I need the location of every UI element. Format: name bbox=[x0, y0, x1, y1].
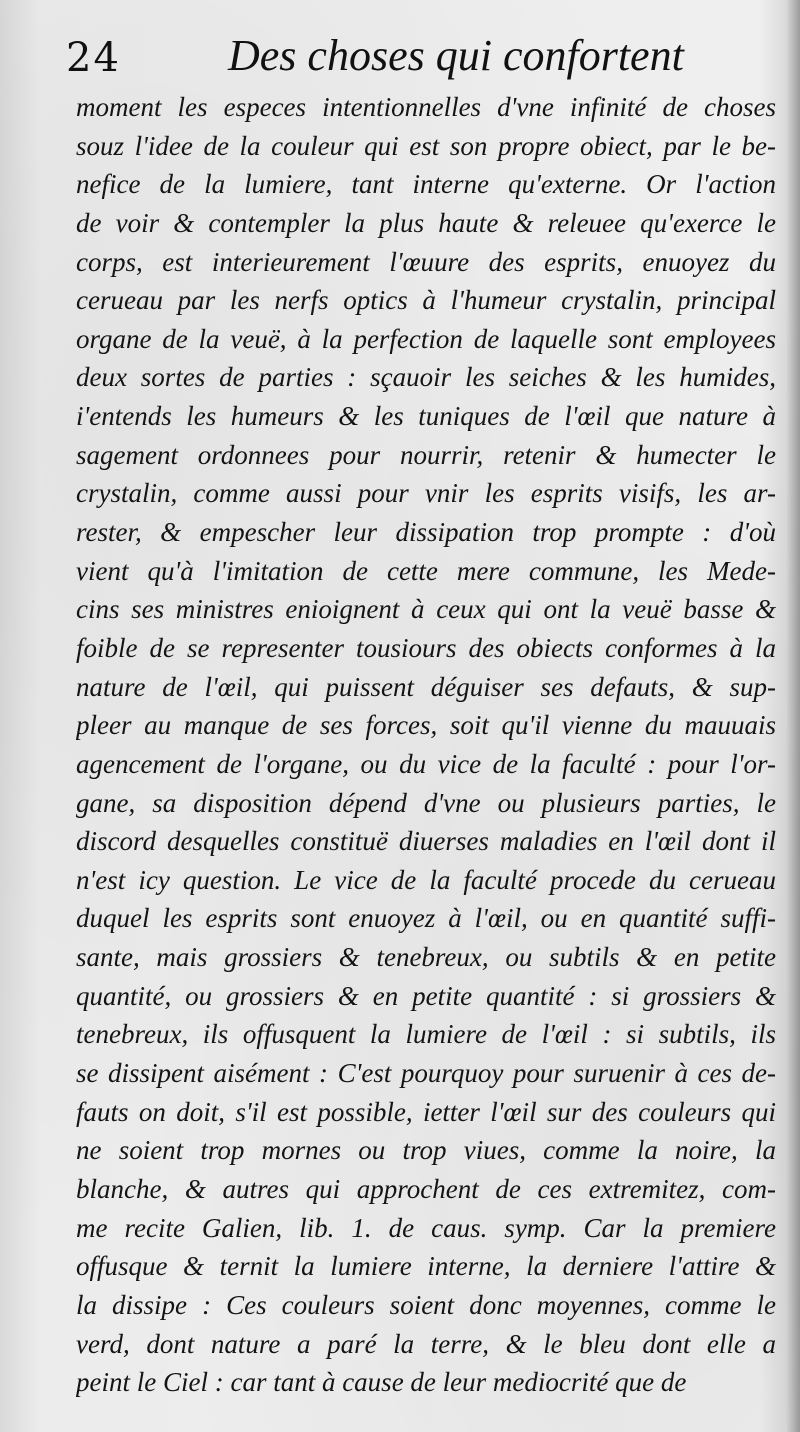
text-line: sante, mais grossiers & tenebreux, ou subtils & en petite bbox=[76, 942, 776, 973]
text-line: pleer au manque de ses forces, soit qu'il vienne du mauuais bbox=[76, 710, 776, 741]
page-number: 24 bbox=[66, 35, 121, 81]
text-line: duquel les esprits sont enuoyez à l'œil, ou en quantité suffi- bbox=[76, 903, 776, 934]
text-line: foible de se representer tousiours des obiects conformes à la bbox=[76, 632, 776, 663]
text-line: cins ses ministres enioignent à ceux qui ont la veuë basse & bbox=[76, 594, 776, 625]
text-line: crystalin, comme aussi pour vnir les esprits visifs, les ar- bbox=[76, 478, 776, 509]
text-line: tenebreux, ils offusquent la lumiere de l'œil : si subtils, ils bbox=[76, 1019, 776, 1050]
text-line: corps, est interieurement l'œuure des esprits, enuoyez du bbox=[76, 246, 776, 277]
text-line: sagement ordonnees pour nourrir, retenir & humecter le bbox=[76, 439, 776, 470]
text-line: blanche, & autres qui approchent de ces extremitez, com- bbox=[76, 1173, 776, 1204]
text-line: rester, & empescher leur dissipation trop prompte : d'où bbox=[76, 517, 776, 548]
text-line: verd, dont nature a paré la terre, & le bleu dont elle a bbox=[76, 1328, 776, 1359]
text-line: agencement de l'organe, ou du vice de la faculté : pour l'or- bbox=[76, 748, 776, 779]
text-line: vient qu'à l'imitation de cette mere commune, les Mede- bbox=[76, 555, 776, 586]
text-line: souz l'idee de la couleur qui est son propre obiect, par le be- bbox=[76, 130, 776, 161]
running-head: Des choses qui confortent bbox=[228, 31, 684, 80]
text-line: n'est icy question. Le vice de la faculté procede du cerueau bbox=[76, 864, 776, 895]
text-line: offusque & ternit la lumiere interne, la derniere l'attire & bbox=[76, 1251, 776, 1282]
text-line: nature de l'œil, qui puissent déguiser ses defauts, & sup- bbox=[76, 671, 776, 702]
text-line: ne soient trop mornes ou trop viues, comme la noire, la bbox=[76, 1135, 776, 1166]
text-line: peint le Ciel : car tant à cause de leur mediocrité que de bbox=[76, 1367, 687, 1398]
text-line: se dissipent aisément : C'est pourquoy pour suruenir à ces de- bbox=[76, 1058, 776, 1089]
text-line: cerueau par les nerfs optics à l'humeur crystalin, principal bbox=[76, 285, 776, 316]
text-line: organe de la veuë, à la perfection de laquelle sont employees bbox=[76, 323, 776, 354]
text-line: discord desquelles constituë diuerses maladies en l'œil dont il bbox=[76, 826, 776, 857]
page-edge-shadow bbox=[786, 0, 800, 1432]
text-line: me recite Galien, lib. 1. de caus. symp. Car la premiere bbox=[76, 1212, 776, 1243]
text-line: i'entends les humeurs & les tuniques de l'œil que nature à bbox=[76, 401, 776, 432]
text-line: fauts on doit, s'il est possible, ietter l'œil sur des couleurs qui bbox=[76, 1096, 776, 1127]
text-line: de voir & contempler la plus haute & releuee qu'exerce le bbox=[76, 207, 776, 238]
text-line: nefice de la lumiere, tant interne qu'externe. Or l'action bbox=[76, 169, 776, 200]
text-line: moment les especes intentionnelles d'vne infinité de choses bbox=[76, 92, 776, 122]
text-line: deux sortes de parties : sçauoir les seiches & les humides, bbox=[76, 362, 776, 393]
text-line: la dissipe : Ces couleurs soient donc moyennes, comme le bbox=[76, 1289, 776, 1320]
text-line: quantité, ou grossiers & en petite quantité : si grossiers & bbox=[76, 980, 776, 1011]
text-line: gane, sa disposition dépend d'vne ou plusieurs parties, le bbox=[76, 787, 776, 818]
body-text bbox=[76, 88, 776, 1402]
